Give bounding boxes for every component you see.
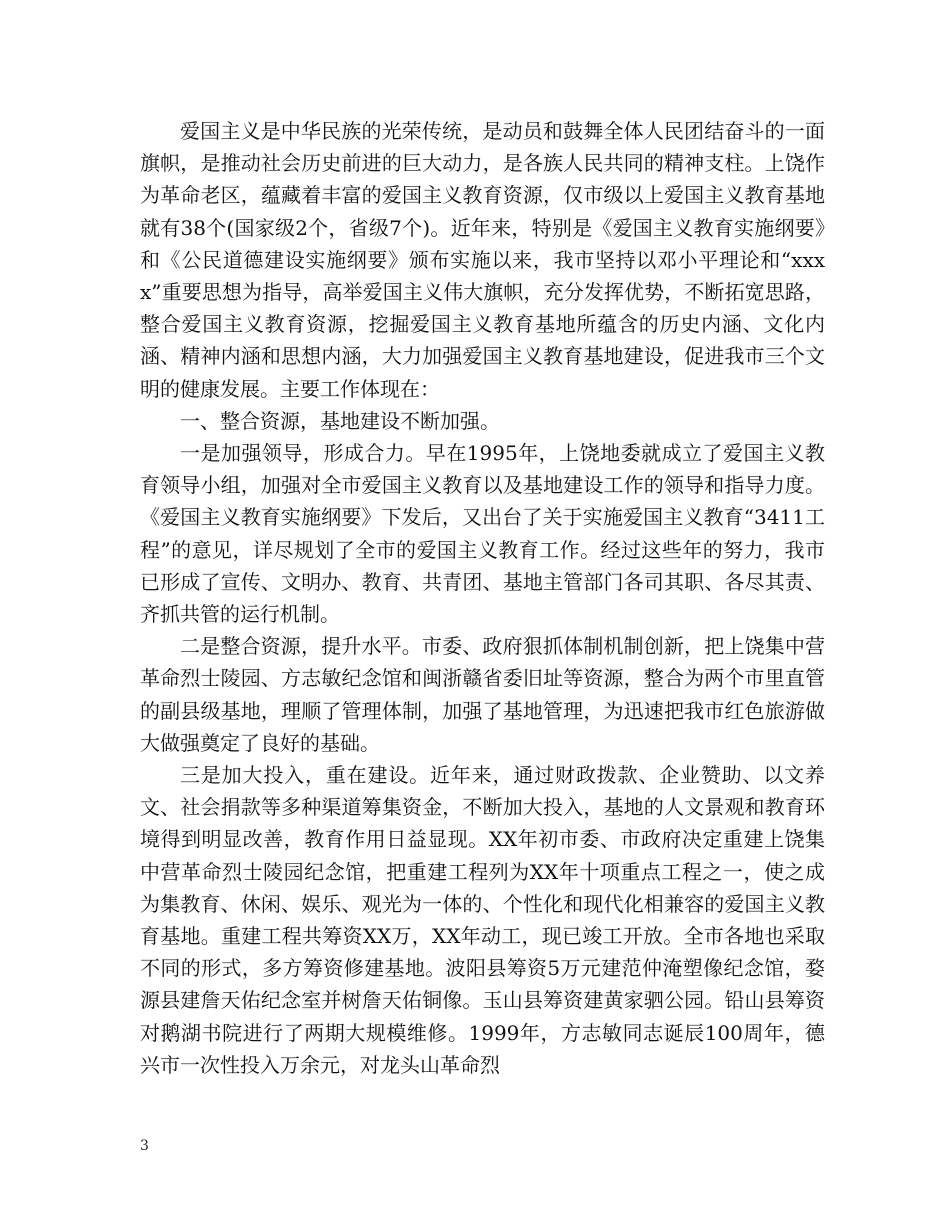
paragraph-resources: 二是整合资源，提升水平。市委、政府狠抓体制机制创新，把上饶集中营革命烈士陵园、方志敏纪念馆和闽浙赣省委旧址等资源，整合为两个市里直管的副县级基地，理顺了管理体制，加强了基地管理，为迅速把我市红色旅游做大做强奠定了良好的基础。 — [140, 634, 825, 755]
page-number: 3 — [140, 1138, 149, 1154]
paragraph-leadership: 一是加强领导，形成合力。早在1995年，上饶地委就成立了爱国主义教育领导小组，加强对全市爱国主义教育以及基地建设工作的领导和指导力度。《爱国主义教育实施纲要》下发后，又出台了关于实施爱国主义教育“3411工程”的意见，详尽规划了全市的爱国主义教育工作。经过这些年的努力，我市已形成了宣传、文明办、教育、共青团、基地主管部门各司其职、各尽其责、齐抓共管的运行机制。 — [140, 441, 825, 627]
paragraph-investment: 三是加大投入，重在建设。近年来，通过财政拨款、企业赞助、以文养文、社会捐款等多种渠道筹集资金，不断加大投入，基地的人文景观和教育环境得到明显改善，教育作用日益显现。XX年初市委、市政府决定重建上饶集中营革命烈士陵园纪念馆，把重建工程列为XX年十项重点工程之一，使之成为集教育、休闲、娱乐、观光为一体的、个性化和现代化相兼容的爱国主义教育基地。重建工程共筹资XX万，XX年动工，现已竣工开放。全市各地也采取不同的形式，多方筹资修建基地。波阳县筹资5万元建范仲淹塑像纪念馆，婺源县建詹天佑纪念室并树詹天佑铜像。玉山县筹资建黄家驷公园。铅山县筹资对鹅湖书院进行了两期大规模维修。1999年，方志敏同志诞辰100周年，德兴市一次性投入万余元，对龙头山革命烈 — [140, 763, 825, 1077]
intro-paragraph: 爱国主义是中华民族的光荣传统，是动员和鼓舞全体人民团结奋斗的一面旗帜，是推动社会历史前进的巨大动力，是各族人民共同的精神支柱。上饶作为革命老区，蕴藏着丰富的爱国主义教育资源，仅市级以上爱国主义教育基地就有38个(国家级2个，省级7个)。近年来，特别是《爱国主义教育实施纲要》和《公民道德建设实施纲要》颁布实施以来，我市坚持以邓小平理论和“xxxx”重要思想为指导，高举爱国主义伟大旗帜，充分发挥优势，不断拓宽思路，整合爱国主义教育资源，挖掘爱国主义教育基地所蕴含的历史内涵、文化内涵、精神内涵和思想内涵，大力加强爱国主义教育基地建设，促进我市三个文明的健康发展。主要工作体现在： — [140, 119, 825, 401]
document-body — [140, 115, 825, 1081]
section-heading-1: 一、整合资源，基地建设不断加强。 — [180, 408, 500, 433]
